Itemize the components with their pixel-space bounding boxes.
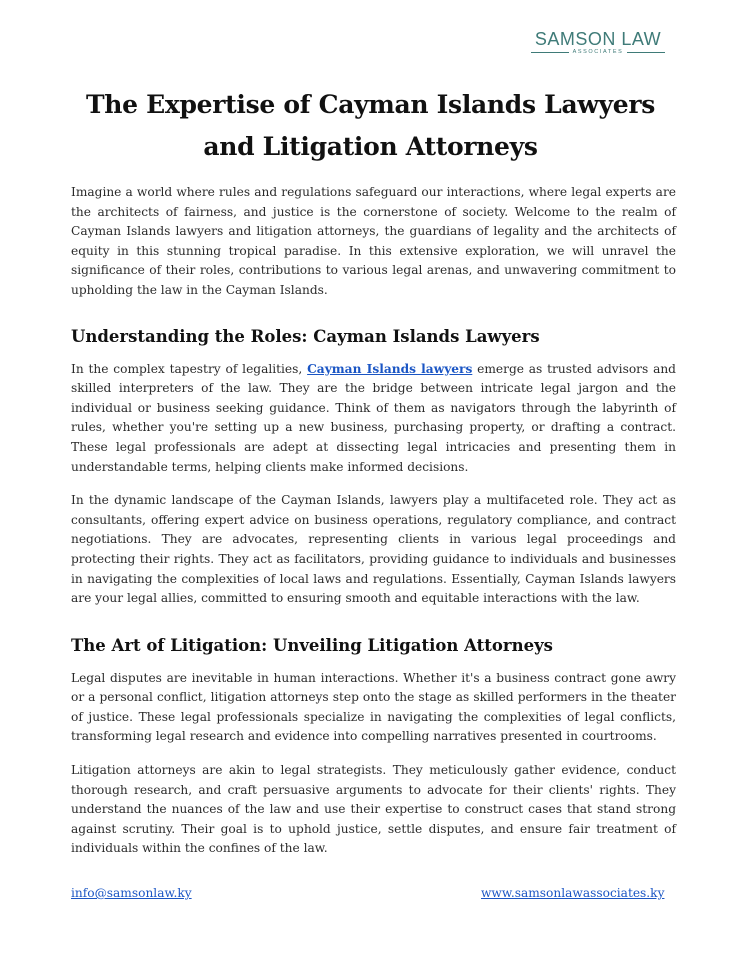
lawyers-paragraph-1	[71, 360, 676, 478]
litigation-paragraph-2: Litigation attorneys are akin to legal strategists. They meticulously gather evidence, conduct thorough research, and craft persuasive arguments to advocate for their clients' rights. They understand the nuances of the law and use their expertise to construct cases that stand strong against scrutiny. Their goal is to uphold justice, settle disputes, and ensure fair treatment of individuals within the confines of the law.	[71, 763, 676, 856]
cayman-lawyers-link[interactable]: Cayman Islands lawyers	[307, 361, 473, 376]
article-body	[71, 183, 676, 873]
section-heading-lawyers: Understanding the Roles: Cayman Islands Lawyers	[71, 326, 540, 346]
logo-rule-left	[531, 52, 569, 53]
footer-website-link[interactable]: www.samsonlawassociates.ky	[481, 886, 665, 900]
lawyers-paragraph-1-start: In the complex tapestry of legalities,	[71, 361, 308, 376]
samson-law-logo	[531, 30, 665, 55]
logo-rule-right	[627, 52, 665, 53]
litigation-paragraph-1: Legal disputes are inevitable in human interactions. Whether it's a business contract gone awry or a personal conflict, litigation attorneys step onto the stage as skilled performers in the theater of justice. These legal professionals specialize in navigating the complexities of legal conflicts, transforming legal research and evidence into compelling narratives presented in courtrooms.	[71, 670, 676, 744]
lawyers-paragraph-2: In the dynamic landscape of the Cayman Islands, lawyers play a multifaceted role. They act as consultants, offering expert advice on business operations, regulatory compliance, and contract negotiations. They are advocates, representing clients in various legal proceedings and protecting their rights. They act as facilitators, providing guidance to individuals and businesses in navigating the complexities of local laws and regulations. Essentially, Cayman Islands lawyers are your legal allies, committed to ensuring smooth and equitable interactions with the law.	[71, 493, 676, 606]
page-title: The Expertise of Cayman Islands Lawyers and Litigation Attorneys	[85, 90, 656, 161]
footer-email-link[interactable]: info@samsonlaw.ky	[71, 886, 192, 900]
logo-main-text: SAMSON LAW	[534, 29, 662, 49]
section-heading-litigation: The Art of Litigation: Unveiling Litigation Attorneys	[71, 635, 553, 655]
logo-rule	[531, 49, 665, 55]
logo-sub-text: ASSOCIATES	[572, 49, 624, 55]
lawyers-paragraph-1-end: emerge as trusted advisors and skilled interpreters of the law. They are the bridge between intricate legal jargon and the individual or business seeking guidance. Think of them as navigators through the labyrinth of rules, whether you're setting up a new business, purchasing property, or drafting a contract. These legal professionals are adept at dissecting legal intricacies and presenting them in understandable terms, helping clients make informed decisions.	[71, 361, 676, 474]
intro-paragraph: Imagine a world where rules and regulations safeguard our interactions, where legal experts are the architects of fairness, and justice is the cornerstone of society. Welcome to the realm of Cayman Islands lawyers and litigation attorneys, the guardians of legality and the architects of equity in this stunning tropical paradise. In this extensive exploration, we will unravel the significance of their roles, contributions to various legal arenas, and unwavering commitment to upholding the law in the Cayman Islands.	[71, 185, 676, 297]
